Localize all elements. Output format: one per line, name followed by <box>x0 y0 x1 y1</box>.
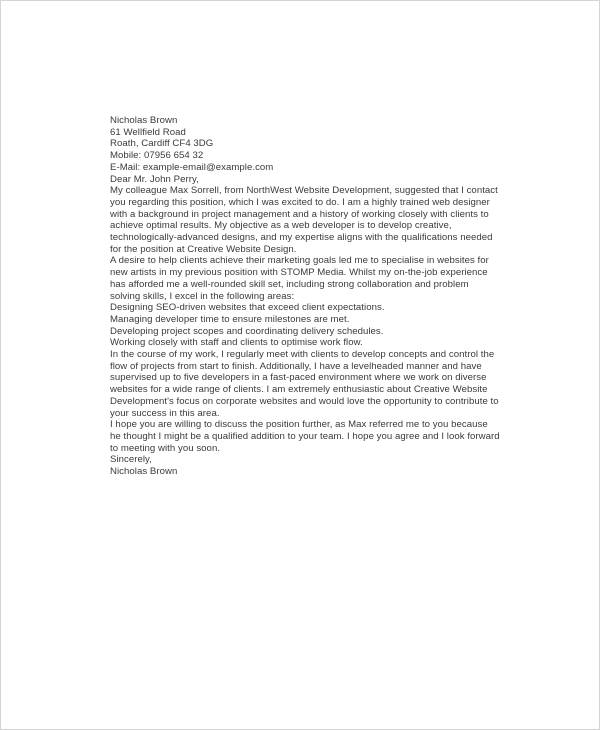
paragraph-intro <box>110 185 520 255</box>
paragraph-line: flow of projects from start to finish. Additionally, I have a levelheaded manner and have <box>110 360 482 372</box>
paragraph-line: solving skills, I excel in the following areas: <box>110 290 295 302</box>
paragraph-line: I hope you are willing to discuss the position further, as Max referred me to you because <box>110 419 488 431</box>
sender-block <box>110 115 520 174</box>
paragraph-line: has afforded me a well-rounded skill set, including strong collaboration and problem <box>110 278 469 290</box>
paragraph-line: supervised up to five developers in a fast-paced environment where we work on diverse <box>110 372 487 384</box>
paragraph-line: achieve optimal results. My objective as a web developer is to develop creative, <box>110 220 452 232</box>
paragraph-line: you regarding this position, which I was excited to do. I am a highly trained web designer <box>110 196 490 208</box>
skills-list <box>110 302 520 349</box>
paragraph-line: My colleague Max Sorrell, from NorthWest Website Development, suggested that I contact <box>110 185 498 197</box>
paragraph-line: with a background in project management and a history of working closely with clients to <box>110 208 489 220</box>
paragraph-line: he thought I might be a qualified addition to your team. I hope you agree and I look forward <box>110 430 500 442</box>
paragraph-line: for the position at Creative Website Design. <box>110 243 297 255</box>
sender-mobile: Mobile: 07956 654 32 <box>110 150 204 162</box>
sender-email: E-Mail: example-email@example.com <box>110 161 274 173</box>
skill-item: Managing developer time to ensure milestones are met. <box>110 313 350 325</box>
paragraph-experience <box>110 255 520 302</box>
skill-item: Developing project scopes and coordinating delivery schedules. <box>110 325 384 337</box>
paragraph-work <box>110 349 520 419</box>
paragraph-line: your success in this area. <box>110 407 220 419</box>
salutation: Dear Mr. John Perry, <box>110 173 199 185</box>
closing: Sincerely, <box>110 454 152 466</box>
skill-item: Designing SEO-driven websites that exceed client expectations. <box>110 302 385 314</box>
sender-name: Nicholas Brown <box>110 115 178 126</box>
paragraph-line: In the course of my work, I regularly meet with clients to develop concepts and control the <box>110 349 495 361</box>
paragraph-line: websites for a wide range of clients. I am extremely enthusiastic about Creative Website <box>110 384 488 396</box>
paragraph-line: to meeting with you soon. <box>110 442 221 454</box>
skill-item: Working closely with staff and clients to optimise work flow. <box>110 337 363 349</box>
paragraph-closing <box>110 419 520 454</box>
cover-letter <box>110 115 520 478</box>
sender-address-line2: Roath, Cardiff CF4 3DG <box>110 138 214 150</box>
paragraph-line: technologically-advanced designs, and my expertise aligns with the qualifications needed <box>110 232 493 244</box>
signature: Nicholas Brown <box>110 466 178 478</box>
paragraph-line: A desire to help clients achieve their marketing goals led me to specialise in websites for <box>110 255 489 267</box>
paragraph-line: Development's focus on corporate websites and would love the opportunity to contribute to <box>110 395 499 407</box>
sender-address-line1: 61 Wellfield Road <box>110 126 186 138</box>
paragraph-line: new artists in my previous position with STOMP Media. Whilst my on-the-job experience <box>110 267 488 279</box>
